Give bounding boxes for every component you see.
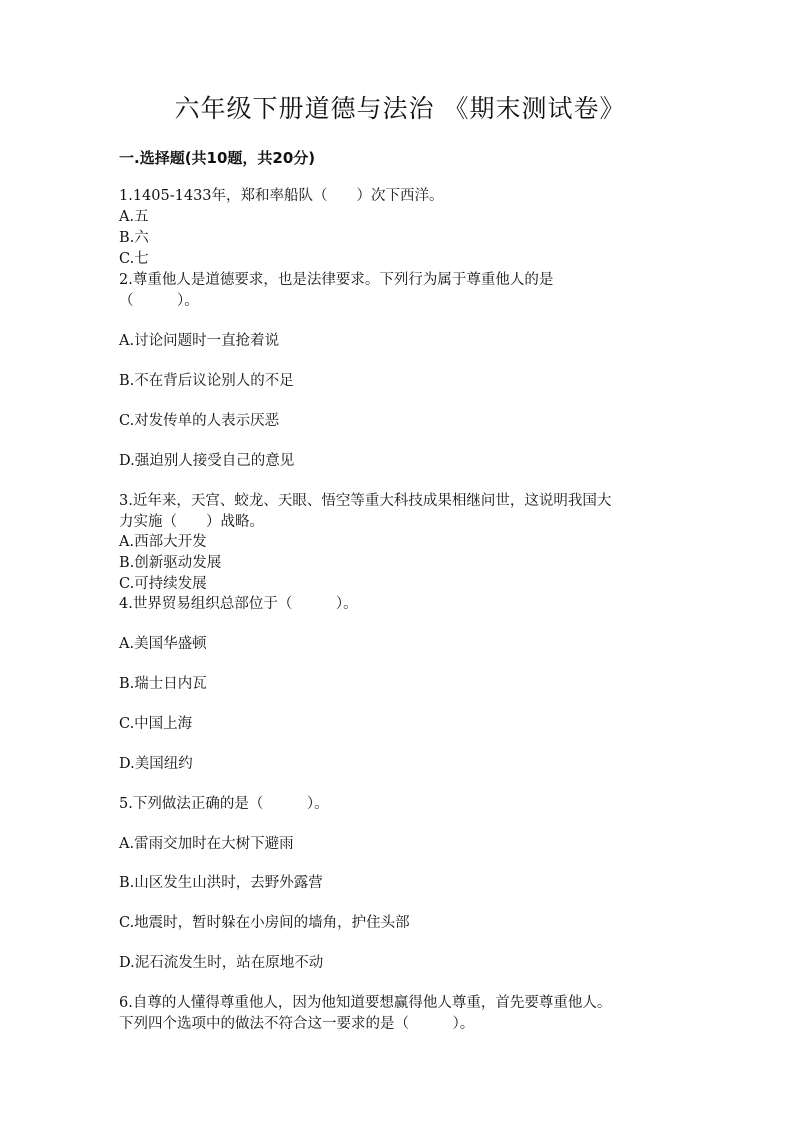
question-6-stem-line2: 下列四个选项中的做法不符合这一要求的是（ ）。 <box>119 1016 475 1032</box>
question-1-option-c: C.七 <box>119 251 149 267</box>
question-5-option-b: B.山区发生山洪时，去野外露营 <box>119 875 323 891</box>
question-2-option-c: C.对发传单的人表示厌恶 <box>119 413 280 429</box>
question-4-option-c: C.中国上海 <box>119 716 193 732</box>
question-3-option-a: A.西部大开发 <box>119 534 207 550</box>
question-5-option-c: C.地震时，暂时躲在小房间的墙角，护住头部 <box>119 915 410 931</box>
question-3-option-b: B.创新驱动发展 <box>119 555 222 571</box>
question-3-stem-line1: 3.近年来，天宫、蛟龙、天眼、悟空等重大科技成果相继问世，这说明我国大 <box>119 493 612 509</box>
question-2-stem-line2: （ ）。 <box>119 293 199 309</box>
question-3-stem-line2: 力实施（ ）战略。 <box>119 514 264 530</box>
question-2-option-a: A.讨论问题时一直抢着说 <box>119 333 280 349</box>
question-2-stem-line1: 2.尊重他人是道德要求，也是法律要求。下列行为属于尊重他人的是 <box>119 272 554 288</box>
question-2-option-d: D.强迫别人接受自己的意见 <box>119 453 295 469</box>
question-4-option-b: B.瑞士日内瓦 <box>119 676 207 692</box>
question-4-stem: 4.世界贸易组织总部位于（ ）。 <box>119 596 358 612</box>
page-title: 六年级下册道德与法治 《期末测试卷》 <box>174 94 626 123</box>
section-heading: 一.选择题(共10题，共20分) <box>119 149 316 167</box>
question-1-option-b: B.六 <box>119 230 149 246</box>
question-6-stem-line1: 6.自尊的人懂得尊重他人，因为他知道要想赢得他人尊重，首先要尊重他人。 <box>119 995 612 1011</box>
question-3-option-c: C.可持续发展 <box>119 576 207 592</box>
question-1-stem: 1.1405-1433年，郑和率船队（ ）次下西洋。 <box>119 188 444 204</box>
question-1-option-a: A.五 <box>119 209 149 225</box>
question-5-option-a: A.雷雨交加时在大树下避雨 <box>119 836 294 852</box>
question-4-option-a: A.美国华盛顿 <box>119 636 207 652</box>
question-4-option-d: D.美国纽约 <box>119 756 193 772</box>
question-5-stem: 5.下列做法正确的是（ ）。 <box>119 796 329 812</box>
question-5-option-d: D.泥石流发生时，站在原地不动 <box>119 955 324 971</box>
question-2-option-b: B.不在背后议论别人的不足 <box>119 373 294 389</box>
